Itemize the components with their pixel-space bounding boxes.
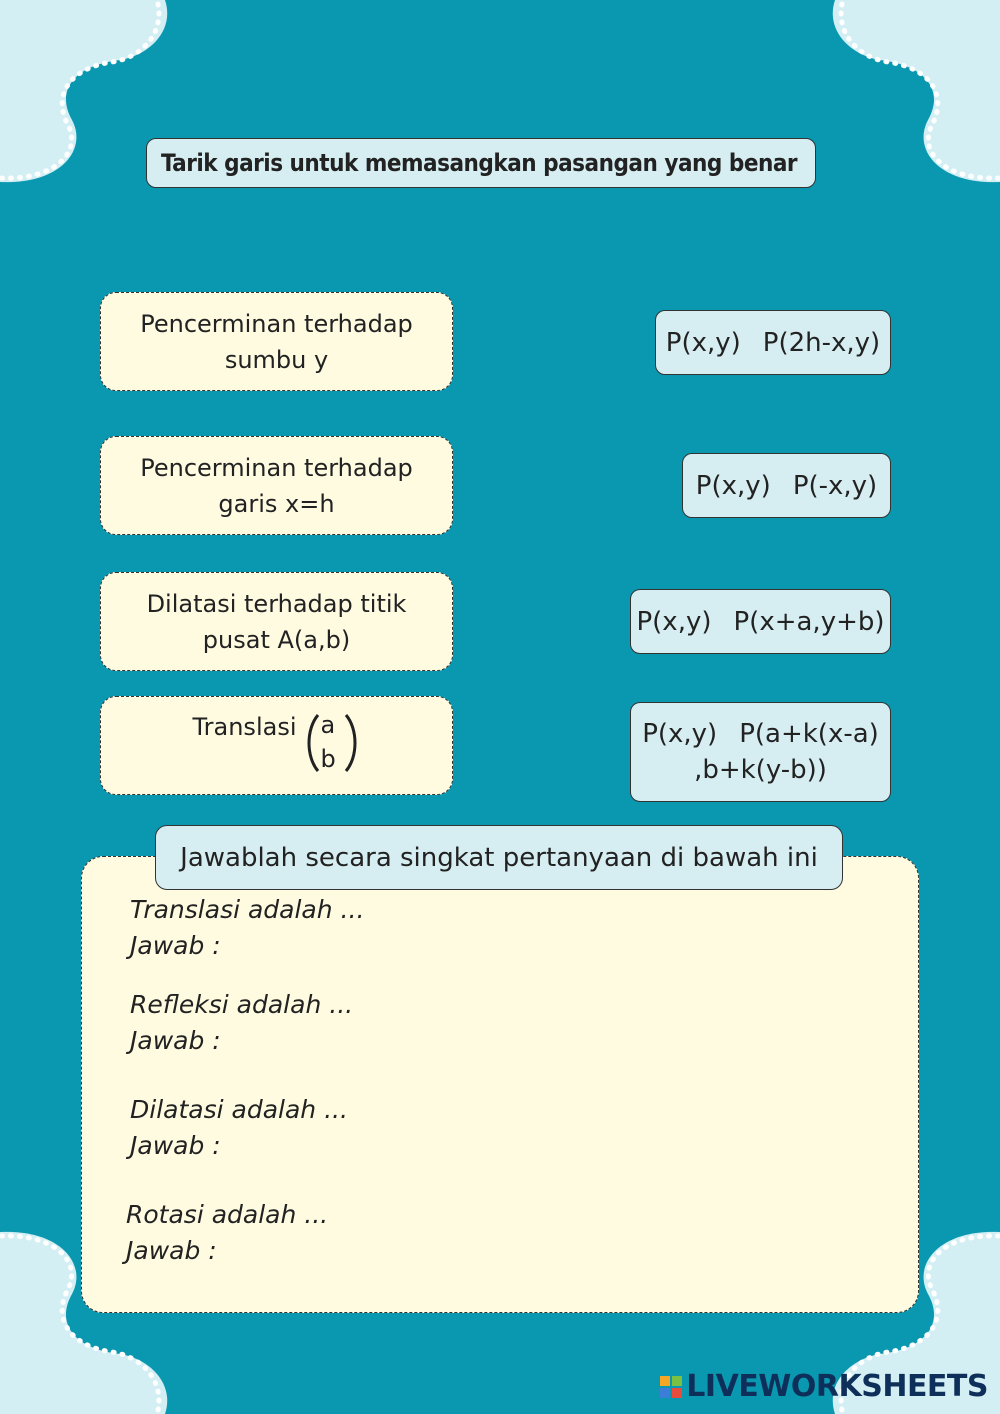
match-right-item-4-line2: ,b+k(y-b)) (694, 755, 827, 785)
match-right-item-1[interactable] (655, 310, 891, 375)
match-left-item-3[interactable] (100, 572, 453, 671)
match-right-item-2-to: P(-x,y) (792, 470, 878, 501)
match-right-item-2[interactable] (682, 453, 891, 518)
match-right-item-4-to: P(a+k(x-a) (739, 719, 879, 749)
corner-decoration-top-right (820, 0, 1000, 190)
match-left-item-2-line1: Pencerminan terhadap (140, 453, 413, 482)
match-left-item-1-line1: Pencerminan terhadap (140, 309, 413, 338)
match-left-item-1-line2: sumbu y (224, 345, 329, 374)
match-left-item-4-label: Translasi (192, 713, 297, 741)
match-right-item-3-from: P(x,y) (636, 606, 712, 637)
liveworksheets-logo (660, 1369, 988, 1404)
answer-field-dilatasi[interactable]: Jawab : (130, 1131, 221, 1160)
match-left-item-2-line2: garis x=h (218, 489, 335, 518)
match-right-item-2-from: P(x,y) (695, 470, 771, 501)
match-right-item-4-from: P(x,y) (642, 719, 718, 749)
answer-field-refleksi[interactable]: Jawab : (130, 1026, 221, 1055)
answer-section-heading: Jawablah secara singkat pertanyaan di bawah ini (155, 825, 843, 890)
match-right-item-1-from: P(x,y) (665, 327, 741, 358)
question-translasi: Translasi adalah ... (130, 895, 365, 924)
answer-field-rotasi[interactable]: Jawab : (126, 1236, 217, 1265)
match-left-item-4[interactable] (100, 696, 453, 795)
match-left-item-3-line1: Dilatasi terhadap titik (146, 589, 407, 618)
match-right-item-1-to: P(2h-x,y) (762, 327, 881, 358)
match-right-item-4[interactable] (630, 702, 891, 802)
vector-bottom: b (320, 745, 336, 773)
answer-field-translasi[interactable]: Jawab : (130, 931, 221, 960)
instruction-title: Tarik garis untuk memasangkan pasangan yang benar (146, 138, 816, 188)
match-right-item-3-to: P(x+a,y+b) (733, 606, 885, 637)
match-left-item-3-line2: pusat A(a,b) (202, 625, 351, 654)
liveworksheets-logo-icon (660, 1376, 682, 1398)
match-right-item-3[interactable] (630, 589, 891, 654)
question-dilatasi: Dilatasi adalah ... (130, 1095, 348, 1124)
vector-top: a (320, 711, 336, 739)
translation-vector (304, 711, 360, 775)
liveworksheets-logo-text: LIVEWORKSHEETS (686, 1369, 988, 1404)
match-left-item-1[interactable] (100, 292, 453, 391)
match-left-item-2[interactable] (100, 436, 453, 535)
question-refleksi: Refleksi adalah ... (130, 990, 354, 1019)
question-rotasi: Rotasi adalah ... (126, 1200, 329, 1229)
